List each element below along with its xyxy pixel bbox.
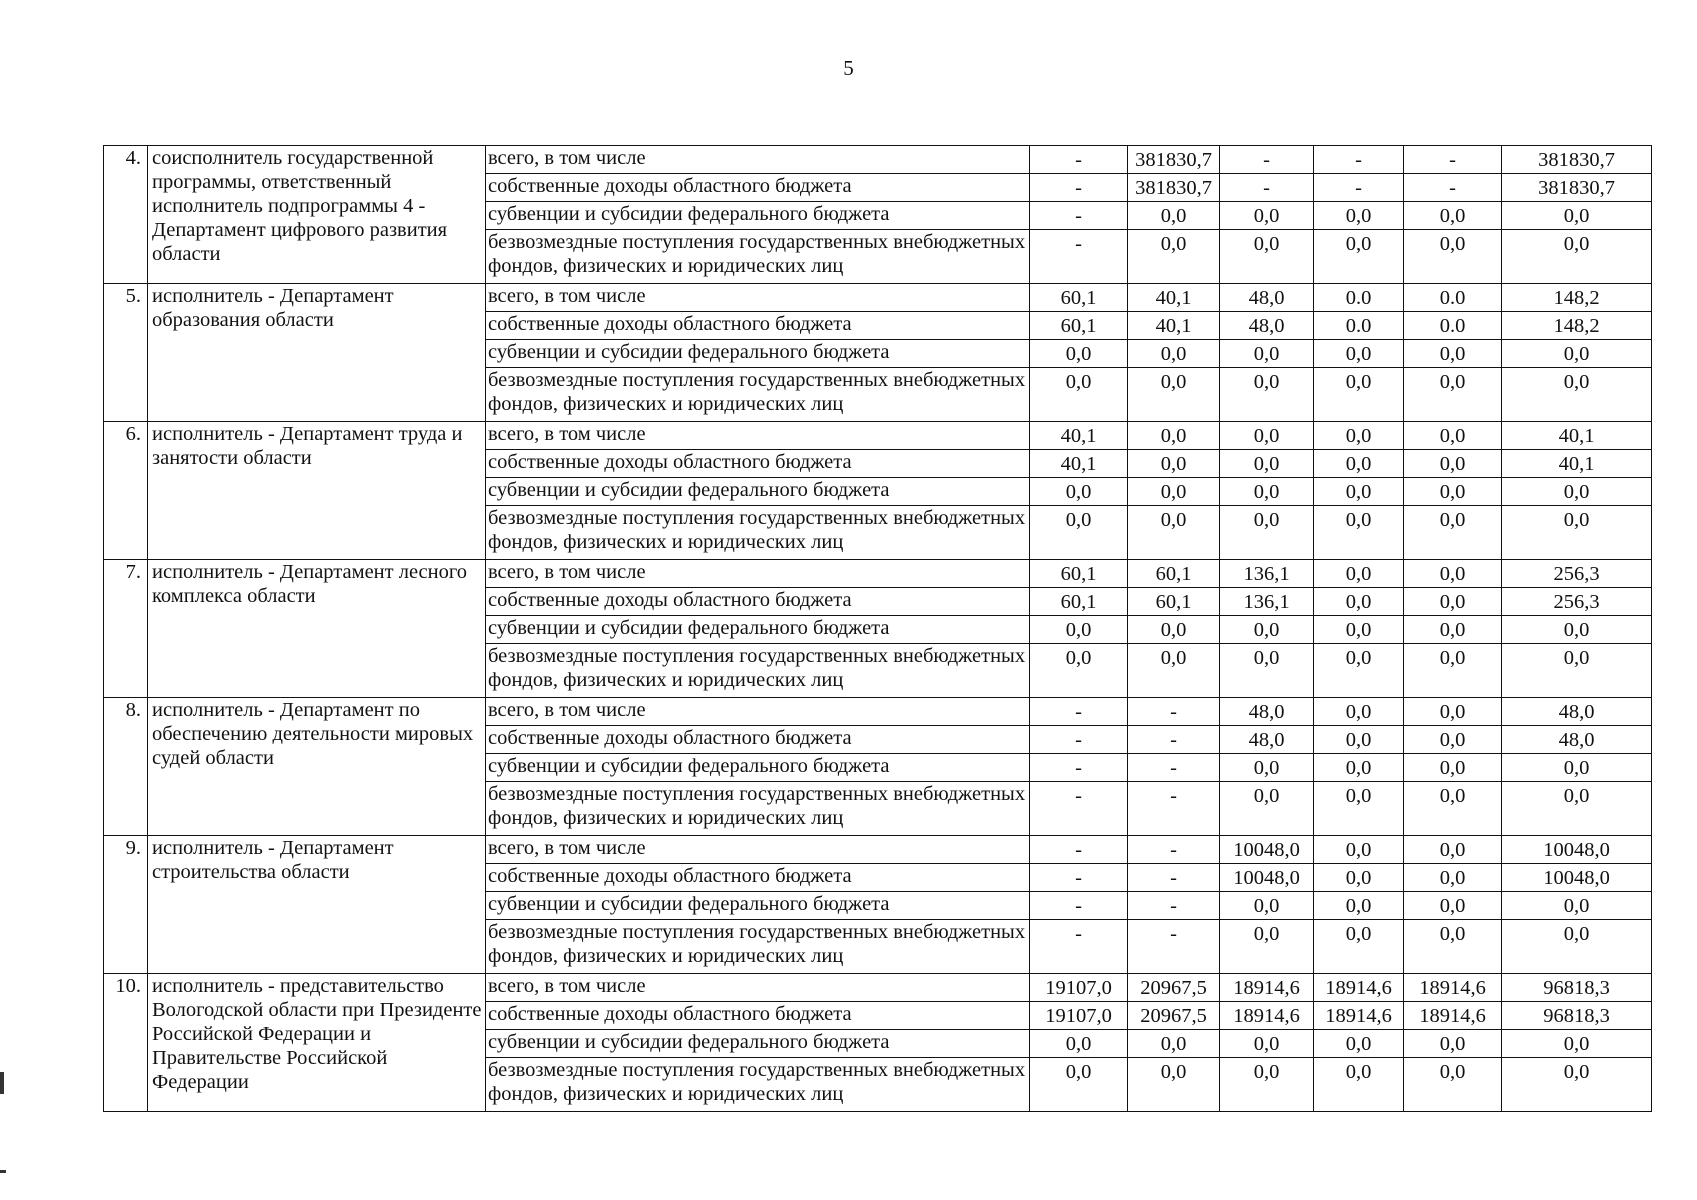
year-value: 60,1 xyxy=(1030,560,1128,588)
page-number: 5 xyxy=(843,56,854,80)
funding-source-label: всего, в том числе xyxy=(486,836,1030,864)
funding-source-label: безвозмездные поступления государственных внебюджетных фондов, физических и юридических лиц xyxy=(486,920,1030,974)
year-value: 20967,5 xyxy=(1128,1002,1220,1030)
total-value: 48,0 xyxy=(1502,726,1652,754)
year-value: 0,0 xyxy=(1314,920,1404,974)
year-value: 0,0 xyxy=(1314,560,1404,588)
year-value: 0,0 xyxy=(1128,230,1220,284)
year-value: - xyxy=(1030,726,1128,754)
table-row xyxy=(104,698,1652,726)
total-value: 0,0 xyxy=(1502,202,1652,230)
year-value: - xyxy=(1030,920,1128,974)
funding-source-label: безвозмездные поступления государственных внебюджетных фондов, физических и юридических лиц xyxy=(486,368,1030,422)
year-value: - xyxy=(1030,864,1128,892)
year-value: 0,0 xyxy=(1404,340,1502,368)
funding-source-label: собственные доходы областного бюджета xyxy=(486,1002,1030,1030)
year-value: 0,0 xyxy=(1314,202,1404,230)
funding-source-label: субвенции и субсидии федерального бюджета xyxy=(486,754,1030,782)
year-value: 136,1 xyxy=(1220,588,1314,616)
year-value: 0,0 xyxy=(1128,202,1220,230)
year-value: - xyxy=(1128,726,1220,754)
table-row xyxy=(104,560,1652,588)
table-row xyxy=(104,284,1652,312)
year-value: 0,0 xyxy=(1404,588,1502,616)
year-value: 0,0 xyxy=(1314,506,1404,560)
year-value: 18914,6 xyxy=(1220,1002,1314,1030)
row-number: 8. xyxy=(104,698,148,836)
year-value: 10048,0 xyxy=(1220,864,1314,892)
funding-source-label: собственные доходы областного бюджета xyxy=(486,312,1030,340)
year-value: 0.0 xyxy=(1314,312,1404,340)
year-value: - xyxy=(1128,920,1220,974)
year-value: 40,1 xyxy=(1030,422,1128,450)
scan-margin-mark xyxy=(0,1072,4,1094)
year-value: 0,0 xyxy=(1220,230,1314,284)
year-value: 0,0 xyxy=(1314,478,1404,506)
year-value: - xyxy=(1404,146,1502,174)
executor-name: исполнитель - Департамент лесного комплекса области xyxy=(148,560,486,698)
year-value: 60,1 xyxy=(1128,560,1220,588)
year-value: 18914,6 xyxy=(1404,974,1502,1002)
year-value: - xyxy=(1030,146,1128,174)
funding-source-label: субвенции и субсидии федерального бюджета xyxy=(486,478,1030,506)
year-value: 0,0 xyxy=(1404,368,1502,422)
total-value: 40,1 xyxy=(1502,450,1652,478)
year-value: - xyxy=(1030,230,1128,284)
funding-source-label: субвенции и субсидии федерального бюджета xyxy=(486,202,1030,230)
year-value: 0,0 xyxy=(1128,368,1220,422)
year-value: - xyxy=(1030,754,1128,782)
total-value: 0,0 xyxy=(1502,892,1652,920)
year-value: 0,0 xyxy=(1404,506,1502,560)
year-value: 0,0 xyxy=(1220,340,1314,368)
funding-source-label: безвозмездные поступления государственных внебюджетных фондов, физических и юридических лиц xyxy=(486,506,1030,560)
total-value: 10048,0 xyxy=(1502,836,1652,864)
year-value: 0,0 xyxy=(1404,864,1502,892)
table-body xyxy=(104,146,1652,1112)
year-value: 0,0 xyxy=(1030,1030,1128,1058)
year-value: 0,0 xyxy=(1404,202,1502,230)
year-value: 0,0 xyxy=(1404,422,1502,450)
year-value: - xyxy=(1220,174,1314,202)
funding-source-label: всего, в том числе xyxy=(486,560,1030,588)
year-value: 0,0 xyxy=(1220,202,1314,230)
year-value: 0,0 xyxy=(1404,560,1502,588)
funding-source-label: собственные доходы областного бюджета xyxy=(486,726,1030,754)
year-value: 19107,0 xyxy=(1030,974,1128,1002)
year-value: 40,1 xyxy=(1128,284,1220,312)
year-value: 0,0 xyxy=(1220,422,1314,450)
year-value: 0,0 xyxy=(1404,1058,1502,1112)
year-value: 0,0 xyxy=(1314,616,1404,644)
year-value: 0,0 xyxy=(1404,920,1502,974)
funding-source-label: безвозмездные поступления государственных внебюджетных фондов, физических и юридических лиц xyxy=(486,644,1030,698)
year-value: 0,0 xyxy=(1404,644,1502,698)
year-value: - xyxy=(1314,146,1404,174)
year-value: 0,0 xyxy=(1220,1058,1314,1112)
year-value: 0,0 xyxy=(1030,340,1128,368)
funding-source-label: собственные доходы областного бюджета xyxy=(486,588,1030,616)
funding-source-label: собственные доходы областного бюджета xyxy=(486,174,1030,202)
total-value: 0,0 xyxy=(1502,478,1652,506)
year-value: - xyxy=(1030,174,1128,202)
year-value: 0,0 xyxy=(1220,368,1314,422)
year-value: 0.0 xyxy=(1404,312,1502,340)
total-value: 0,0 xyxy=(1502,1030,1652,1058)
funding-source-label: собственные доходы областного бюджета xyxy=(486,864,1030,892)
year-value: 0,0 xyxy=(1030,616,1128,644)
year-value: 0,0 xyxy=(1030,368,1128,422)
total-value: 148,2 xyxy=(1502,284,1652,312)
total-value: 96818,3 xyxy=(1502,974,1652,1002)
funding-source-label: безвозмездные поступления государственных внебюджетных фондов, физических и юридических лиц xyxy=(486,230,1030,284)
year-value: 0,0 xyxy=(1220,616,1314,644)
total-value: 381830,7 xyxy=(1502,146,1652,174)
total-value: 10048,0 xyxy=(1502,864,1652,892)
total-value: 0,0 xyxy=(1502,340,1652,368)
year-value: 0.0 xyxy=(1314,284,1404,312)
year-value: 18914,6 xyxy=(1220,974,1314,1002)
year-value: 48,0 xyxy=(1220,312,1314,340)
year-value: 0,0 xyxy=(1314,836,1404,864)
total-value: 0,0 xyxy=(1502,616,1652,644)
table-row xyxy=(104,836,1652,864)
total-value: 381830,7 xyxy=(1502,174,1652,202)
row-number: 5. xyxy=(104,284,148,422)
year-value: - xyxy=(1030,782,1128,836)
year-value: - xyxy=(1128,864,1220,892)
total-value: 0,0 xyxy=(1502,754,1652,782)
year-value: 0,0 xyxy=(1404,754,1502,782)
year-value: 0,0 xyxy=(1404,450,1502,478)
year-value: 20967,5 xyxy=(1128,974,1220,1002)
year-value: 0,0 xyxy=(1314,1030,1404,1058)
funding-table xyxy=(103,145,1652,1112)
year-value: 0,0 xyxy=(1314,1058,1404,1112)
year-value: 0,0 xyxy=(1128,422,1220,450)
year-value: 0,0 xyxy=(1404,616,1502,644)
year-value: 0,0 xyxy=(1030,644,1128,698)
year-value: 0,0 xyxy=(1220,1030,1314,1058)
total-value: 96818,3 xyxy=(1502,1002,1652,1030)
executor-name: исполнитель - представительство Вологодской области при Президенте Российской Федерации и Правительстве Российской Федерации xyxy=(148,974,486,1112)
year-value: 0,0 xyxy=(1128,1058,1220,1112)
year-value: 0,0 xyxy=(1030,478,1128,506)
executor-name: соисполнитель государственной программы, ответственный исполнитель подпрограммы 4 - Департамент цифрового развития области xyxy=(148,146,486,284)
year-value: 0,0 xyxy=(1404,1030,1502,1058)
table-row xyxy=(104,422,1652,450)
year-value: - xyxy=(1128,698,1220,726)
year-value: 0,0 xyxy=(1128,478,1220,506)
row-number: 10. xyxy=(104,974,148,1112)
year-value: 0,0 xyxy=(1128,340,1220,368)
funding-source-label: всего, в том числе xyxy=(486,422,1030,450)
funding-source-label: всего, в том числе xyxy=(486,974,1030,1002)
funding-source-label: безвозмездные поступления государственных внебюджетных фондов, физических и юридических лиц xyxy=(486,1058,1030,1112)
year-value: - xyxy=(1314,174,1404,202)
year-value: 0,0 xyxy=(1314,726,1404,754)
funding-source-label: собственные доходы областного бюджета xyxy=(486,450,1030,478)
year-value: 60,1 xyxy=(1030,284,1128,312)
year-value: - xyxy=(1128,782,1220,836)
funding-source-label: безвозмездные поступления государственных внебюджетных фондов, физических и юридических лиц xyxy=(486,782,1030,836)
funding-source-label: субвенции и субсидии федерального бюджета xyxy=(486,1030,1030,1058)
year-value: 40,1 xyxy=(1128,312,1220,340)
year-value: 48,0 xyxy=(1220,726,1314,754)
year-value: 60,1 xyxy=(1128,588,1220,616)
funding-source-label: субвенции и субсидии федерального бюджета xyxy=(486,616,1030,644)
year-value: 0,0 xyxy=(1404,782,1502,836)
total-value: 256,3 xyxy=(1502,560,1652,588)
row-number: 6. xyxy=(104,422,148,560)
total-value: 0,0 xyxy=(1502,782,1652,836)
year-value: 60,1 xyxy=(1030,312,1128,340)
scan-margin-mark xyxy=(0,1170,6,1173)
year-value: 0,0 xyxy=(1220,920,1314,974)
total-value: 40,1 xyxy=(1502,422,1652,450)
year-value: 0,0 xyxy=(1314,230,1404,284)
year-value: 10048,0 xyxy=(1220,836,1314,864)
executor-name: исполнитель - Департамент по обеспечению деятельности мировых судей области xyxy=(148,698,486,836)
year-value: 0.0 xyxy=(1404,284,1502,312)
total-value: 48,0 xyxy=(1502,698,1652,726)
year-value: 60,1 xyxy=(1030,588,1128,616)
year-value: 0,0 xyxy=(1404,478,1502,506)
year-value: 0,0 xyxy=(1220,644,1314,698)
year-value: - xyxy=(1220,146,1314,174)
year-value: 0,0 xyxy=(1128,1030,1220,1058)
year-value: 136,1 xyxy=(1220,560,1314,588)
year-value: 19107,0 xyxy=(1030,1002,1128,1030)
year-value: 0,0 xyxy=(1314,892,1404,920)
year-value: 0,0 xyxy=(1314,340,1404,368)
year-value: 0,0 xyxy=(1404,836,1502,864)
year-value: 0,0 xyxy=(1314,368,1404,422)
funding-source-label: субвенции и субсидии федерального бюджета xyxy=(486,892,1030,920)
funding-source-label: всего, в том числе xyxy=(486,284,1030,312)
row-number: 9. xyxy=(104,836,148,974)
year-value: 48,0 xyxy=(1220,284,1314,312)
total-value: 0,0 xyxy=(1502,368,1652,422)
year-value: - xyxy=(1128,836,1220,864)
funding-source-label: субвенции и субсидии федерального бюджета xyxy=(486,340,1030,368)
year-value: 0,0 xyxy=(1220,782,1314,836)
total-value: 256,3 xyxy=(1502,588,1652,616)
total-value: 0,0 xyxy=(1502,920,1652,974)
total-value: 0,0 xyxy=(1502,644,1652,698)
table-row xyxy=(104,146,1652,174)
year-value: 0,0 xyxy=(1404,892,1502,920)
row-number: 4. xyxy=(104,146,148,284)
year-value: 18914,6 xyxy=(1314,1002,1404,1030)
year-value: 0,0 xyxy=(1314,450,1404,478)
total-value: 0,0 xyxy=(1502,230,1652,284)
year-value: 0,0 xyxy=(1314,782,1404,836)
year-value: 0,0 xyxy=(1220,478,1314,506)
year-value: - xyxy=(1128,892,1220,920)
table-row xyxy=(104,974,1652,1002)
year-value: - xyxy=(1030,836,1128,864)
year-value: - xyxy=(1030,202,1128,230)
year-value: 0,0 xyxy=(1030,1058,1128,1112)
funding-source-label: всего, в том числе xyxy=(486,698,1030,726)
year-value: 40,1 xyxy=(1030,450,1128,478)
year-value: 0,0 xyxy=(1314,588,1404,616)
year-value: 0,0 xyxy=(1220,506,1314,560)
year-value: 0,0 xyxy=(1314,754,1404,782)
total-value: 0,0 xyxy=(1502,506,1652,560)
year-value: 0,0 xyxy=(1030,506,1128,560)
year-value: 0,0 xyxy=(1128,616,1220,644)
total-value: 148,2 xyxy=(1502,312,1652,340)
executor-name: исполнитель - Департамент образования области xyxy=(148,284,486,422)
year-value: 0,0 xyxy=(1314,864,1404,892)
year-value: 0,0 xyxy=(1128,644,1220,698)
executor-name: исполнитель - Департамент строительства области xyxy=(148,836,486,974)
year-value: - xyxy=(1404,174,1502,202)
year-value: - xyxy=(1030,892,1128,920)
year-value: 0,0 xyxy=(1220,450,1314,478)
year-value: 0,0 xyxy=(1404,230,1502,284)
year-value: - xyxy=(1030,698,1128,726)
year-value: 0,0 xyxy=(1220,754,1314,782)
year-value: 0,0 xyxy=(1220,892,1314,920)
year-value: - xyxy=(1128,754,1220,782)
year-value: 381830,7 xyxy=(1128,146,1220,174)
total-value: 0,0 xyxy=(1502,1058,1652,1112)
year-value: 18914,6 xyxy=(1404,1002,1502,1030)
year-value: 48,0 xyxy=(1220,698,1314,726)
year-value: 0,0 xyxy=(1314,422,1404,450)
year-value: 18914,6 xyxy=(1314,974,1404,1002)
year-value: 0,0 xyxy=(1128,450,1220,478)
row-number: 7. xyxy=(104,560,148,698)
year-value: 0,0 xyxy=(1128,506,1220,560)
year-value: 0,0 xyxy=(1314,644,1404,698)
executor-name: исполнитель - Департамент труда и занятости области xyxy=(148,422,486,560)
funding-source-label: всего, в том числе xyxy=(486,146,1030,174)
year-value: 0,0 xyxy=(1314,698,1404,726)
year-value: 0,0 xyxy=(1404,726,1502,754)
year-value: 381830,7 xyxy=(1128,174,1220,202)
year-value: 0,0 xyxy=(1404,698,1502,726)
